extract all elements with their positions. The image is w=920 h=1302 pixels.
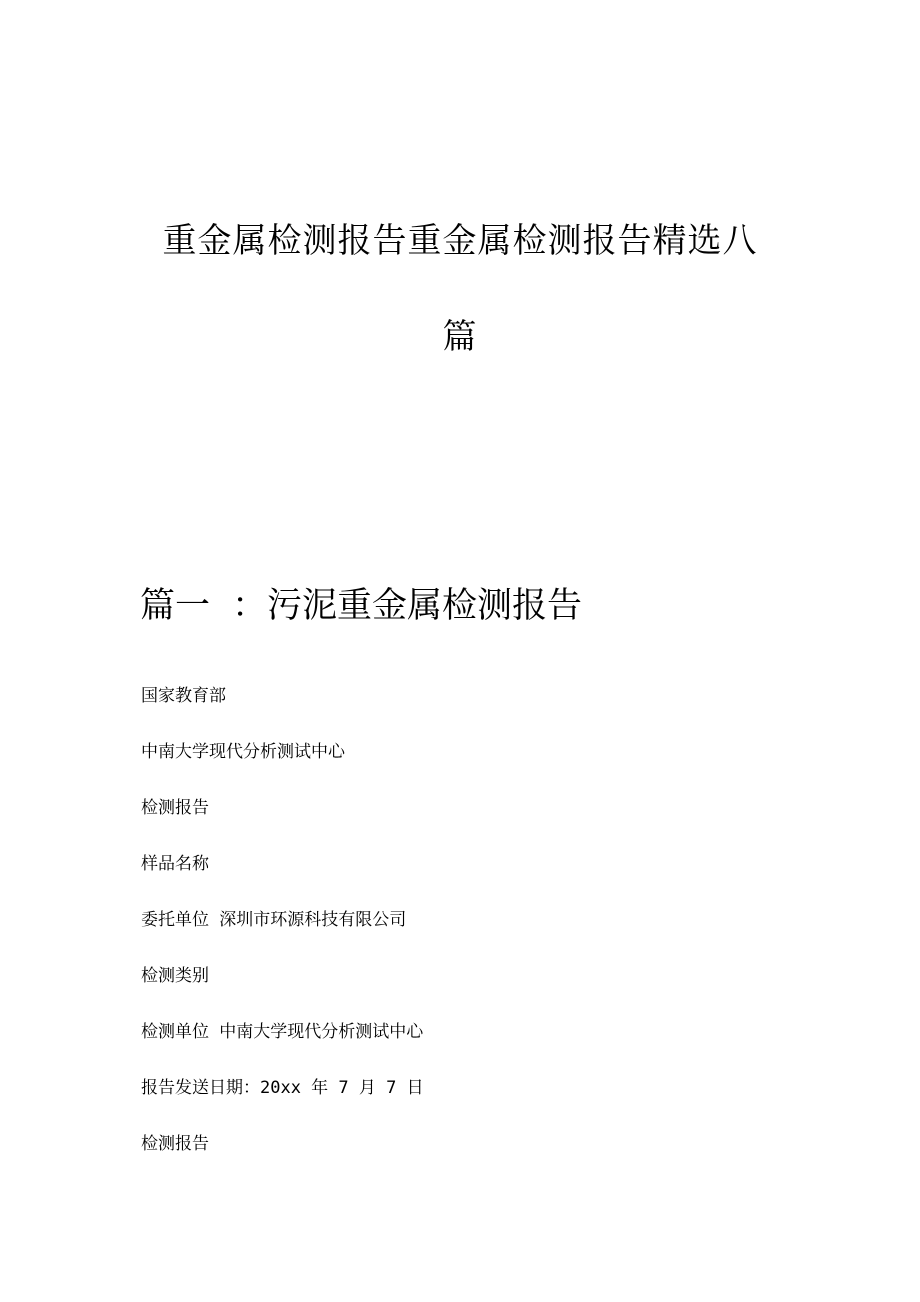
text-line-report-heading: 检测报告 [141,798,209,818]
document-title-line-1: 重金属检测报告重金属检测报告精选八 [162,221,758,261]
text-line-test-unit: 检测单位 中南大学现代分析测试中心 [141,1022,424,1042]
section-heading-prefix: 篇一 [140,586,211,626]
text-line-test-category: 检测类别 [141,966,209,986]
section-heading-separator: ： [232,586,268,626]
document-title-line-2: 篇 [442,317,478,357]
text-line-center: 中南大学现代分析测试中心 [141,742,345,762]
text-line-sample-name: 样品名称 [141,854,209,874]
text-line-report-date: 报告发送日期：20xx 年 7 月 7 日 [141,1078,424,1098]
text-line-client: 委托单位 深圳市环源科技有限公司 [141,910,407,930]
section-heading-text: 污泥重金属检测报告 [267,586,583,626]
text-line-report-footer: 检测报告 [141,1134,209,1154]
text-line-ministry: 国家教育部 [141,686,226,706]
section-heading [140,585,582,627]
